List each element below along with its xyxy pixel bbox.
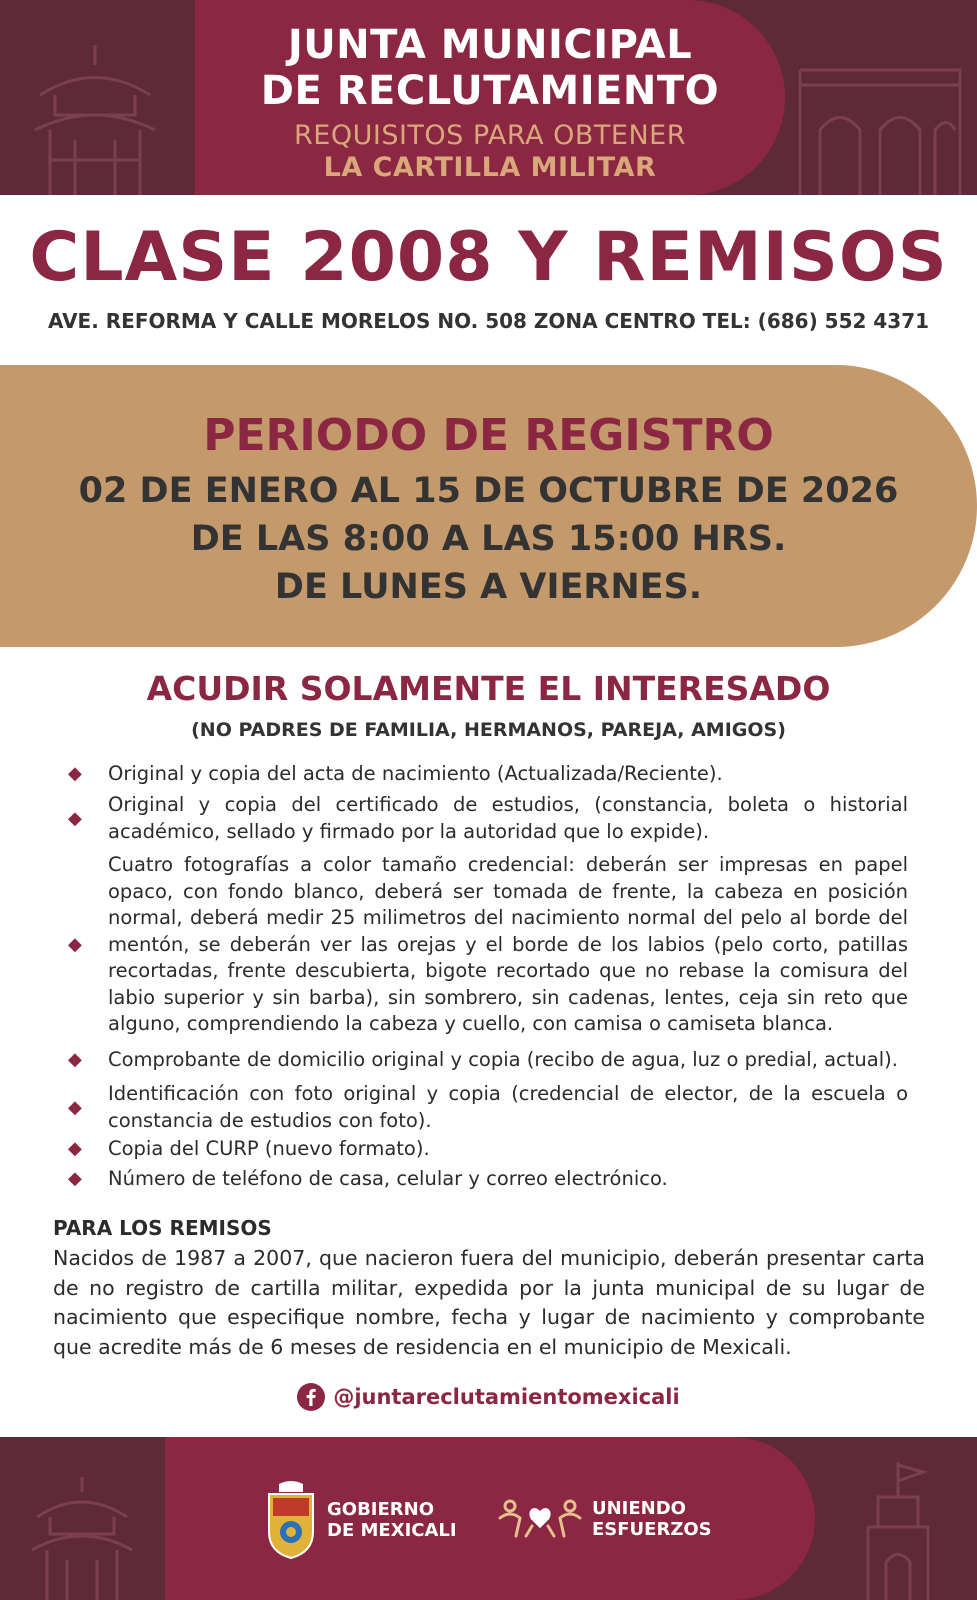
remisos-title: PARA LOS REMISOS <box>53 1216 272 1240</box>
requirement-item <box>68 852 908 1038</box>
registration-days: DE LUNES A VIERNES. <box>274 567 703 607</box>
social-handle-row[interactable] <box>0 1382 977 1412</box>
footer-pill <box>165 1437 815 1600</box>
requirement-text: Copia del CURP (nuevo formato). <box>108 1137 430 1160</box>
remisos-text: Nacidos de 1987 a 2007, que nacieron fuera del municipio, deberán presentar carta de no registro de cartilla militar, expedida por la junta municipal de su lugar de nacimiento que especifique nombre, fecha y lugar de nacimiento y comprobante que acredite más de 6 meses de residencia en el municipio de Mexicali. <box>53 1246 925 1359</box>
pagoda-icon <box>20 40 170 195</box>
class-title: CLASE 2008 Y REMISOS <box>29 218 948 297</box>
registration-hours: DE LAS 8:00 A LAS 15:00 HRS. <box>190 519 787 559</box>
coat-of-arms-icon <box>265 1480 317 1560</box>
diamond-bullet-icon: ◆ <box>68 1096 82 1118</box>
requirement-item <box>68 1166 908 1193</box>
uniendo-esfuerzos-logo <box>496 1496 712 1542</box>
requirement-text: Original y copia del acta de nacimiento (Actualizada/Reciente). <box>108 762 723 785</box>
header-title-line1: JUNTA MUNICIPAL <box>287 22 693 68</box>
header-title-line2: DE RECLUTAMIENTO <box>260 68 720 114</box>
registration-title: PERIODO DE REGISTRO <box>203 410 774 461</box>
requirement-text: Cuatro fotografías a color tamaño credencial: deberán ser impresas en papel opaco, con fondo blanco, deberá ser tomada de frente, la cabeza en posición normal, deberá medir 25 milimetros del nacimiento normal del pelo al borde del mentón, se deberán ver las orejas y el borde de los labios (pelo corto, patillas recortadas, frente descubierta, bigote recortado que no rebase la comisura del labio superior y sin barba), sin sombrero, sin cadenas, lentes, ceja sin reto que alguno, comprendiendo la cabeza y cuello, con camisa o camiseta blanca. <box>108 853 908 1035</box>
facebook-icon[interactable] <box>297 1383 325 1411</box>
requirements-note: (NO PADRES DE FAMILIA, HERMANOS, PAREJA, AMIGOS) <box>191 719 786 741</box>
requirements-title: ACUDIR SOLAMENTE EL INTERESADO <box>146 669 831 708</box>
address-line: AVE. REFORMA Y CALLE MORELOS NO. 508 ZONA CENTRO TEL: (686) 552 4371 <box>47 309 930 333</box>
requirement-item <box>68 1136 908 1163</box>
requirement-item <box>68 1081 908 1134</box>
requirement-item <box>68 761 908 788</box>
requirement-item <box>68 1047 908 1074</box>
requirement-text: Número de teléfono de casa, celular y correo electrónico. <box>108 1167 668 1190</box>
logo1-line1: GOBIERNO <box>327 1499 435 1520</box>
tower-flag-icon <box>838 1457 958 1600</box>
diamond-bullet-icon: ◆ <box>68 763 82 785</box>
logo2-line2: ESFUERZOS <box>592 1519 712 1540</box>
diamond-bullet-icon: ◆ <box>68 1049 82 1071</box>
gobierno-mexicali-logo <box>265 1480 457 1560</box>
diamond-bullet-icon: ◆ <box>68 807 82 829</box>
diamond-bullet-icon: ◆ <box>68 933 82 955</box>
footer-banner <box>0 1437 977 1600</box>
requirement-text: Comprobante de domicilio original y copia (recibo de agua, luz o predial, actual). <box>108 1048 898 1071</box>
requirement-text: Original y copia del certificado de estudios, (constancia, boleta o historial académico, sellado y firmado por la autoridad que lo expide). <box>108 793 908 843</box>
logo2-line1: UNIENDO <box>592 1498 686 1519</box>
logo1-line2: DE MEXICALI <box>327 1520 457 1541</box>
header-titles <box>195 22 785 184</box>
requirement-item <box>68 792 908 845</box>
people-heart-icon <box>496 1496 584 1542</box>
pagoda-icon <box>22 1472 142 1600</box>
diamond-bullet-icon: ◆ <box>68 1168 82 1190</box>
diamond-bullet-icon: ◆ <box>68 1138 82 1160</box>
header-subtitle-line1: REQUISITOS PARA OBTENER <box>294 120 686 151</box>
building-arches-icon <box>795 50 965 195</box>
registration-dates: 02 DE ENERO AL 15 DE OCTUBRE DE 2026 <box>78 471 899 511</box>
requirement-text: Identificación con foto original y copia (credencial de elector, de la escuela o constancia de estudios con foto). <box>108 1082 908 1132</box>
header-subtitle-line2: LA CARTILLA MILITAR <box>323 152 657 183</box>
facebook-handle-link[interactable]: @juntareclutamientomexicali <box>333 1385 680 1409</box>
header-banner <box>0 0 977 195</box>
